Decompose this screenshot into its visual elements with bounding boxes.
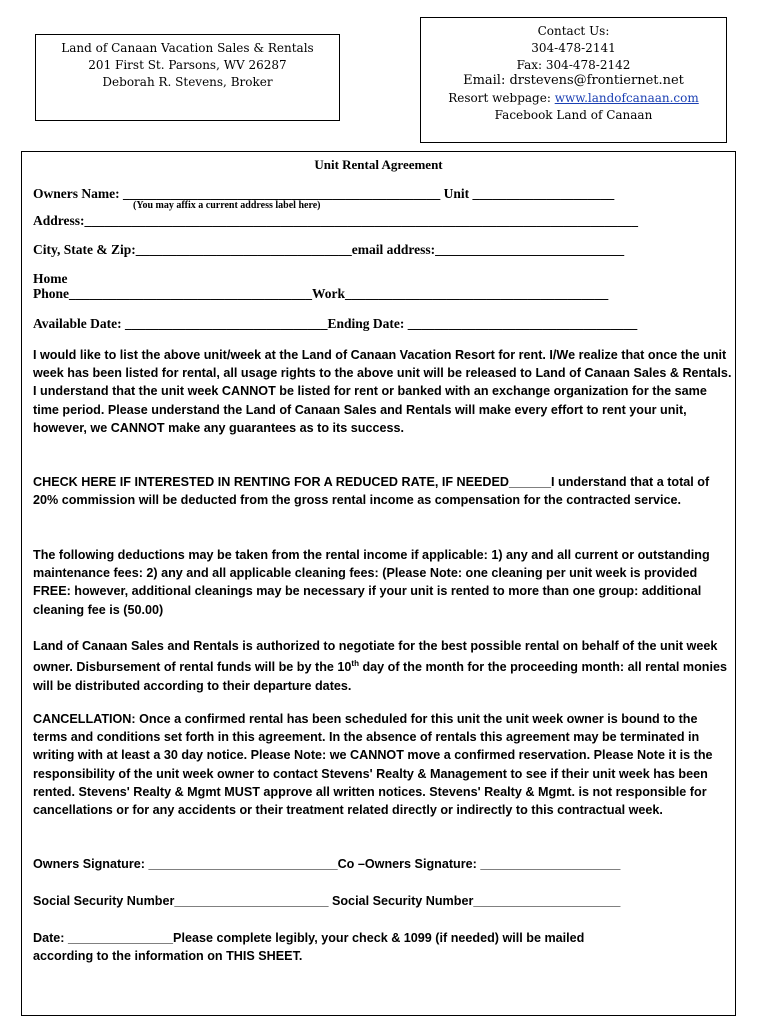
phone-work-field[interactable]: Phone____________________________________Work_______________________________________: [33, 286, 609, 301]
company-broker: Deborah R. Stevens, Broker: [102, 75, 273, 89]
contact-phone: 304-478-2141: [531, 40, 616, 55]
dates-field[interactable]: Available Date: ______________________________Ending Date: __________________________________: [33, 316, 638, 331]
contact-email[interactable]: Email: drstevens@frontiernet.net: [463, 73, 684, 89]
address-label-note: (You may affix a current address label here): [133, 200, 321, 211]
authorization-paragraph: [33, 637, 733, 695]
mailing-note: according to the information on THIS SHEET.: [33, 949, 303, 963]
city-email-field[interactable]: City, State & Zip:________________________________email address:____________________________: [33, 242, 625, 257]
rental-agreement-form: [21, 151, 736, 1016]
owners-name-field[interactable]: Owners Name: _______________________________________________ Unit _____________________: [33, 186, 615, 201]
deductions-paragraph: The following deductions may be taken from the rental income if applicable: 1) any and all current or outstanding maintenance fees: 2) any and all applicable cleaning fees: (Please Note: one cleaning per unit week is provided FREE: however, additional cleanings may be necessary if your unit is rented to more than one group: additional cleaning fee is (50.00): [33, 548, 710, 617]
webpage-label: Resort webpage:: [448, 91, 551, 106]
authorization-text-a: Land of Canaan Sales and Rentals is authorized to negotiate for the best possible rental on behalf of the unit week owner. Disbursement of rental funds will be by the 10: [33, 639, 718, 675]
ordinal-suffix: th: [351, 659, 359, 669]
authorization-text-b: day of the month for the proceeding month: all rental monies will be distributed according to their departure dates.: [33, 660, 728, 693]
webpage-link[interactable]: www.landofcanaan.com: [554, 91, 699, 106]
cancellation-paragraph: CANCELLATION: Once a confirmed rental has been scheduled for this unit the unit week owner is bound to the terms and conditions set forth in this agreement. In the absence of rentals this agreement may be terminated in writing with at least a 30 day notice. Please Note: we CANNOT move a confirmed reservation. Please Note it is the responsibility of the unit week owner to contact Stevens' Realty & Management to see if their unit week has been rented. Stevens' Realty & Mgmt MUST approve all written notices. Stevens' Realty & Mgmt. is not responsible for cancellations or for any accidents or their treatment related directly or indirectly to this contractual week.: [33, 712, 713, 818]
contact-box: [420, 17, 727, 143]
company-address: 201 First St. Parsons, WV 26287: [88, 58, 287, 72]
date-line[interactable]: Date: _______________Please complete legibly, your check & 1099 (if needed) will be mailed: [33, 931, 585, 945]
form-title: Unit Rental Agreement: [314, 157, 443, 172]
company-name: Land of Canaan Vacation Sales & Rentals: [61, 41, 314, 55]
contact-heading: Contact Us:: [537, 24, 610, 38]
ssn-line[interactable]: Social Security Number______________________ Social Security Number_____________________: [33, 894, 621, 908]
contact-webpage: [421, 90, 726, 107]
listing-paragraph: I would like to list the above unit/week at the Land of Canaan Vacation Resort for rent. I/We realize that once the unit week has been listed for rental, all usage rights to the above unit will be released to Land of Canaan Sales & Rentals. I understand that the unit week CANNOT be listed for rent or banked with an exchange organization for the same time period. Please understand the Land of Canaan Sales and Rentals will make every effort to rent your unit, however, we CANNOT make any guarantees as to its success.: [33, 348, 732, 435]
contact-fax: Fax: 304-478-2142: [516, 57, 631, 72]
company-info-box: [35, 34, 340, 121]
address-field[interactable]: Address:__________________________________________________________________________________: [33, 213, 639, 228]
contact-facebook: Facebook Land of Canaan: [494, 107, 653, 122]
owners-signature-line[interactable]: Owners Signature: ___________________________Co –Owners Signature: ____________________: [33, 857, 621, 871]
home-label: Home: [33, 271, 68, 286]
reduced-rate-paragraph: CHECK HERE IF INTERESTED IN RENTING FOR A REDUCED RATE, IF NEEDED______I understand that a total of 20% commission will be deducted from the gross rental income as compensation for the contracted service.: [33, 475, 710, 508]
